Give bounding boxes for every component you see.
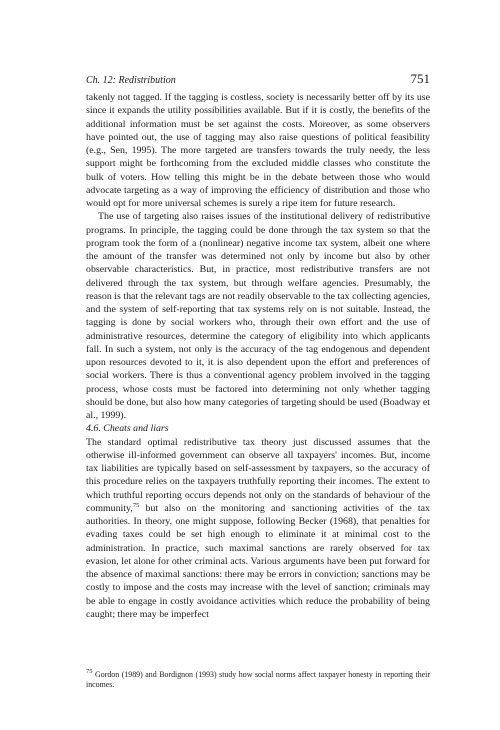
footnotes [86,670,430,690]
paragraph-targeting-delivery: The use of targeting also raises issues of the institutional delivery of redistributive programs. In principle, the tagging could be done through the tax system so that the program took the form of a (nonlinear) negative income tax system, albeit one where the amount of the transfer was determined not only by income but also by other observable characteristics. But, in practice, most redistributive transfers are not delivered through the tax system, but through welfare agencies. Presumably, the reason is that the relevant tags are not readily observable to the tax collecting agencies, and the system of self-reporting that tax systems rely on is not suitable. Instead, the tagging is done by social workers who, through their own effort and the use of administrative resources, determine the category of eligibility into which applicants fall. In such a system, not only is the accuracy of the tag endogenous and dependent upon resources devoted to it, it is also dependent upon the effort and preferences of social workers. There is thus a conventional agency problem involved in the tagging process, whose costs must be factored into determining not only whether tagging should be done, but also how many categories of targeting should be used (Boadway et al., 1999). [86,211,430,421]
footnote-text: Gordon (1989) and Bordignon (1993) study how social norms affect taxpayer honesty in reporting their incomes. [86,670,430,690]
paragraph-text-before-note: The standard optimal redistributive tax theory just discussed assumes that the otherwise ill-informed government can observe all taxpayers' incomes. But, income tax liabilities are typically based on self-assessment by taxpayers, so the accuracy of this procedure relies on the taxpayers truthfully reporting their incomes. The extent to which truthful reporting occurs depends not only on the standards of behaviour of the community, [86,436,430,514]
running-head [86,71,430,87]
paragraph-text-after-note: but also on the monitoring and sanctioning activities of the tax authorities. In theory, one might suppose, following Becker (1968), that penalties for evading taxes could be set high enough to eliminate it at minimal cost to the administration. In practice, such maximal sanctions are rarely observed for tax evasion, let alone for other criminal acts. Various arguments have been put forward for the absence of maximal sanctions: there may be errors in conviction; sanctions may be costly to impose and the costs may increase with the level of sanction; criminals may be able to engage in costly avoidance activities which reduce the probability of being caught; there may be imperfect [86,502,430,620]
paragraph-cheats-and-liars [86,436,430,622]
page-number: 751 [410,71,430,86]
section-heading: 4.6. Cheats and liars [86,423,169,435]
running-title: Ch. 12: Redistribution [86,75,176,86]
body-text [86,91,430,621]
paragraph-continued: takenly not tagged. If the tagging is costless, society is necessarily better off by its use since it expands the utility possibilities available. But if it is costly, the benefits of the additional information must be set against the costs. Moreover, as some observers have pointed out, the use of tagging may also raise questions of political feasibility (e.g., Sen, 1995). The more targeted are transfers towards the truly needy, the less support might be forthcoming from the excluded middle classes who constitute the bulk of voters. How telling this might be in the debate between those who would advocate targeting as a way of improving the efficiency of distribution and those who would opt for more universal schemes is surely a ripe item for future research. [86,92,430,209]
footnote-reference: 75 [132,501,140,509]
footnote-marker: 75 [86,668,93,675]
footnote [86,670,430,690]
